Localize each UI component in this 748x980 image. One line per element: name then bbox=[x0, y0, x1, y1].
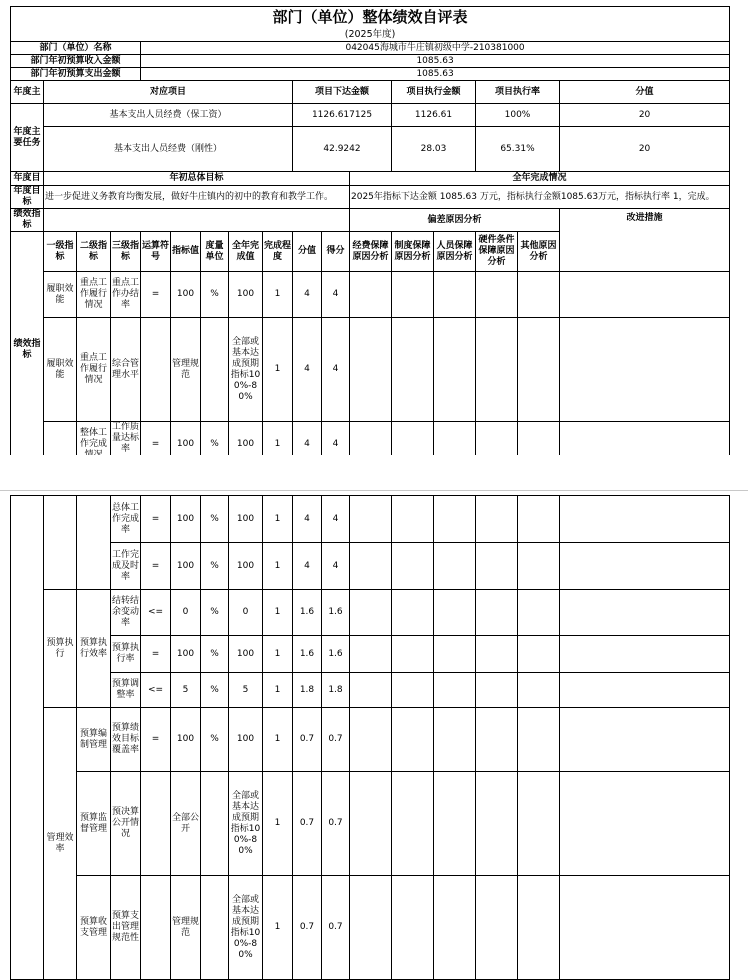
income-label: 部门年初预算收入金额 bbox=[11, 55, 141, 68]
row-degree: 1 bbox=[263, 708, 293, 772]
row-level3: 工作质量达标率 bbox=[111, 422, 141, 468]
row-score: 4 bbox=[293, 422, 322, 468]
row-score: 4 bbox=[293, 318, 322, 422]
row-level3: 工作完成及时率 bbox=[111, 543, 141, 590]
row-value: 100 bbox=[171, 422, 201, 468]
row-actual: 100 bbox=[229, 636, 263, 673]
row-actual: 100 bbox=[229, 272, 263, 318]
row-unit bbox=[201, 772, 229, 876]
hdr-value: 指标值 bbox=[171, 232, 201, 272]
row-value: 管理规范 bbox=[171, 876, 201, 980]
row-level3: 预算调整率 bbox=[111, 673, 141, 708]
goals-initial-text: 进一步促进义务教育均衡发展，做好牛庄镇内的初中的教育和教学工作。 bbox=[44, 186, 350, 209]
row-degree: 1 bbox=[263, 318, 293, 422]
evaluation-table-page2 bbox=[10, 495, 730, 980]
report-year: (2025年度) bbox=[11, 27, 730, 42]
row-level2: 预算收支管理 bbox=[77, 876, 111, 980]
hdr-dev-funding: 经费保障原因分析 bbox=[350, 232, 392, 272]
hdr-dev-hardware: 硬件条件保障原因分析 bbox=[476, 232, 518, 272]
page-one bbox=[10, 6, 729, 454]
row-level2: 预算监督管理 bbox=[77, 772, 111, 876]
row-value: 100 bbox=[171, 272, 201, 318]
task-row-executed: 1126.61 bbox=[392, 104, 476, 127]
task-row-rate: 65.31% bbox=[476, 127, 560, 172]
row-score: 0.7 bbox=[293, 876, 322, 980]
row-operator: = bbox=[141, 422, 171, 468]
row-got: 4 bbox=[322, 543, 350, 590]
task-row-issued: 42.9242 bbox=[293, 127, 392, 172]
row-level3: 预算绩效目标覆盖率 bbox=[111, 708, 141, 772]
hdr-actual: 全年完成值 bbox=[229, 232, 263, 272]
row-operator bbox=[141, 876, 171, 980]
row-operator bbox=[141, 772, 171, 876]
hdr-level1: 一级指标 bbox=[44, 232, 77, 272]
income-value: 1085.63 bbox=[141, 55, 730, 68]
row-got: 0.7 bbox=[322, 708, 350, 772]
goals-side-label: 年度目标 bbox=[11, 186, 44, 209]
row-level2: 预算编制管理 bbox=[77, 708, 111, 772]
row-operator: = bbox=[141, 543, 171, 590]
row-got: 1.6 bbox=[322, 636, 350, 673]
evaluation-table-page1 bbox=[10, 6, 730, 468]
task-row-rate: 100% bbox=[476, 104, 560, 127]
row-unit: % bbox=[201, 590, 229, 636]
row-degree: 1 bbox=[263, 772, 293, 876]
hdr-got: 得分 bbox=[322, 232, 350, 272]
row-score: 4 bbox=[293, 272, 322, 318]
row-actual: 全部或基本达成预期指标100%-80% bbox=[229, 772, 263, 876]
deviation-header: 偏差原因分析 bbox=[350, 209, 560, 232]
row-actual: 100 bbox=[229, 543, 263, 590]
row-score: 0.7 bbox=[293, 708, 322, 772]
row-degree: 1 bbox=[263, 876, 293, 980]
row-got: 1.6 bbox=[322, 590, 350, 636]
row-unit: % bbox=[201, 708, 229, 772]
row-value: 100 bbox=[171, 636, 201, 673]
row-unit: % bbox=[201, 422, 229, 468]
expense-value: 1085.63 bbox=[141, 68, 730, 81]
row-value: 100 bbox=[171, 496, 201, 543]
row-degree: 1 bbox=[263, 272, 293, 318]
row-level2: 整体工作完成 bbox=[77, 422, 111, 468]
row-level1: 管理效率 bbox=[44, 708, 77, 980]
hdr-degree: 完成程度 bbox=[263, 232, 293, 272]
row-actual: 100 bbox=[229, 496, 263, 543]
row-degree: 1 bbox=[263, 496, 293, 543]
tasks-header-score: 分值 bbox=[560, 81, 730, 104]
row-got: 1.8 bbox=[322, 673, 350, 708]
row-operator: <= bbox=[141, 673, 171, 708]
row-got: 4 bbox=[322, 318, 350, 422]
hdr-operator: 运算符号 bbox=[141, 232, 171, 272]
tasks-header-project: 对应项目 bbox=[44, 81, 293, 104]
task-row-name: 基本支出人员经费（保工资） bbox=[44, 104, 293, 127]
row-score: 0.7 bbox=[293, 772, 322, 876]
tasks-header-executed: 项目执行金额 bbox=[392, 81, 476, 104]
task-row-score: 20 bbox=[560, 104, 730, 127]
row-degree: 1 bbox=[263, 673, 293, 708]
row-unit: % bbox=[201, 543, 229, 590]
row-level3: 结转结余变动率 bbox=[111, 590, 141, 636]
row-level3: 总体工作完成率 bbox=[111, 496, 141, 543]
row-actual: 0 bbox=[229, 590, 263, 636]
goals-initial-label: 年初总体目标 bbox=[44, 172, 350, 186]
row-got: 4 bbox=[322, 496, 350, 543]
row-degree: 1 bbox=[263, 636, 293, 673]
row-level3: 预算执行率 bbox=[111, 636, 141, 673]
row-value: 100 bbox=[171, 708, 201, 772]
expense-label: 部门年初预算支出金额 bbox=[11, 68, 141, 81]
row-actual: 100 bbox=[229, 422, 263, 468]
row-level2: 重点工作履行情况 bbox=[77, 318, 111, 422]
row-level3: 预决算公开情况 bbox=[111, 772, 141, 876]
row-actual: 5 bbox=[229, 673, 263, 708]
tasks-side-label-top: 年度主 bbox=[11, 81, 44, 104]
goals-final-text: 2025年指标下达金额 1085.63 万元，指标执行金额1085.63万元，指标执行率 1，完成。 bbox=[350, 186, 730, 209]
indicators-side-label-top: 绩效指标 bbox=[11, 209, 44, 232]
row-operator: = bbox=[141, 496, 171, 543]
tasks-side-label: 年度主要任务 bbox=[11, 104, 44, 172]
row-unit bbox=[201, 876, 229, 980]
row-got: 4 bbox=[322, 272, 350, 318]
page-break-line bbox=[0, 490, 748, 491]
tasks-header-rate: 项目执行率 bbox=[476, 81, 560, 104]
row-unit: % bbox=[201, 496, 229, 543]
row-actual: 全部或基本达成预期指标100%-80% bbox=[229, 318, 263, 422]
row-score: 1.8 bbox=[293, 673, 322, 708]
row-got: 4 bbox=[322, 422, 350, 468]
row-actual: 100 bbox=[229, 708, 263, 772]
page-title: 部门（单位）整体绩效自评表 bbox=[11, 7, 730, 28]
row-value: 5 bbox=[171, 673, 201, 708]
row-value: 管理规范 bbox=[171, 318, 201, 422]
row-got: 0.7 bbox=[322, 876, 350, 980]
row-operator bbox=[141, 318, 171, 422]
hdr-dev-staff: 人员保障原因分析 bbox=[434, 232, 476, 272]
row-level2: 预算执行效率 bbox=[77, 590, 111, 708]
row-score: 1.6 bbox=[293, 636, 322, 673]
task-row-executed: 28.03 bbox=[392, 127, 476, 172]
row-value: 0 bbox=[171, 590, 201, 636]
row-unit: % bbox=[201, 636, 229, 673]
hdr-dev-system: 制度保障原因分析 bbox=[392, 232, 434, 272]
row-level3: 预算支出管理规范性 bbox=[111, 876, 141, 980]
indicators-side-label: 绩效指标 bbox=[11, 232, 44, 468]
hdr-level2: 二级指标 bbox=[77, 232, 111, 272]
row-level2: 重点工作履行情况 bbox=[77, 272, 111, 318]
row-operator: = bbox=[141, 636, 171, 673]
row-value: 100 bbox=[171, 543, 201, 590]
row-level3: 综合管理水平 bbox=[111, 318, 141, 422]
hdr-score: 分值 bbox=[293, 232, 322, 272]
task-row-score: 20 bbox=[560, 127, 730, 172]
row-degree: 1 bbox=[263, 543, 293, 590]
hdr-dev-other: 其他原因分析 bbox=[518, 232, 560, 272]
row-unit: % bbox=[201, 673, 229, 708]
goals-side-label-top: 年度目 bbox=[11, 172, 44, 186]
hdr-level3: 三级指标 bbox=[111, 232, 141, 272]
task-row-issued: 1126.617125 bbox=[293, 104, 392, 127]
tasks-header-issued: 项目下达金额 bbox=[293, 81, 392, 104]
row-score: 4 bbox=[293, 543, 322, 590]
task-row-name: 基本支出人员经费（刚性） bbox=[44, 127, 293, 172]
row-level1: 履职效能 bbox=[44, 318, 77, 422]
row-got: 0.7 bbox=[322, 772, 350, 876]
row-score: 4 bbox=[293, 496, 322, 543]
page-two bbox=[10, 495, 729, 979]
dept-name-value: 042045海城市牛庄镇初级中学-210381000 bbox=[141, 42, 730, 55]
row-level1: 预算执行 bbox=[44, 590, 77, 708]
row-degree: 1 bbox=[263, 422, 293, 468]
row-value: 全部公开 bbox=[171, 772, 201, 876]
row-unit: % bbox=[201, 272, 229, 318]
row-degree: 1 bbox=[263, 590, 293, 636]
row-operator: = bbox=[141, 708, 171, 772]
row-operator: = bbox=[141, 272, 171, 318]
row-actual: 全部或基本达成预期指标100%-80% bbox=[229, 876, 263, 980]
hdr-unit: 度量单位 bbox=[201, 232, 229, 272]
row-level1: 履职效能 bbox=[44, 272, 77, 318]
improve-header: 改进措施 bbox=[560, 209, 730, 272]
row-operator: <= bbox=[141, 590, 171, 636]
row-score: 1.6 bbox=[293, 590, 322, 636]
row-unit bbox=[201, 318, 229, 422]
goals-final-label: 全年完成情况 bbox=[350, 172, 730, 186]
page-gap bbox=[0, 455, 748, 495]
row-level3: 重点工作办结率 bbox=[111, 272, 141, 318]
dept-name-label: 部门（单位）名称 bbox=[11, 42, 141, 55]
